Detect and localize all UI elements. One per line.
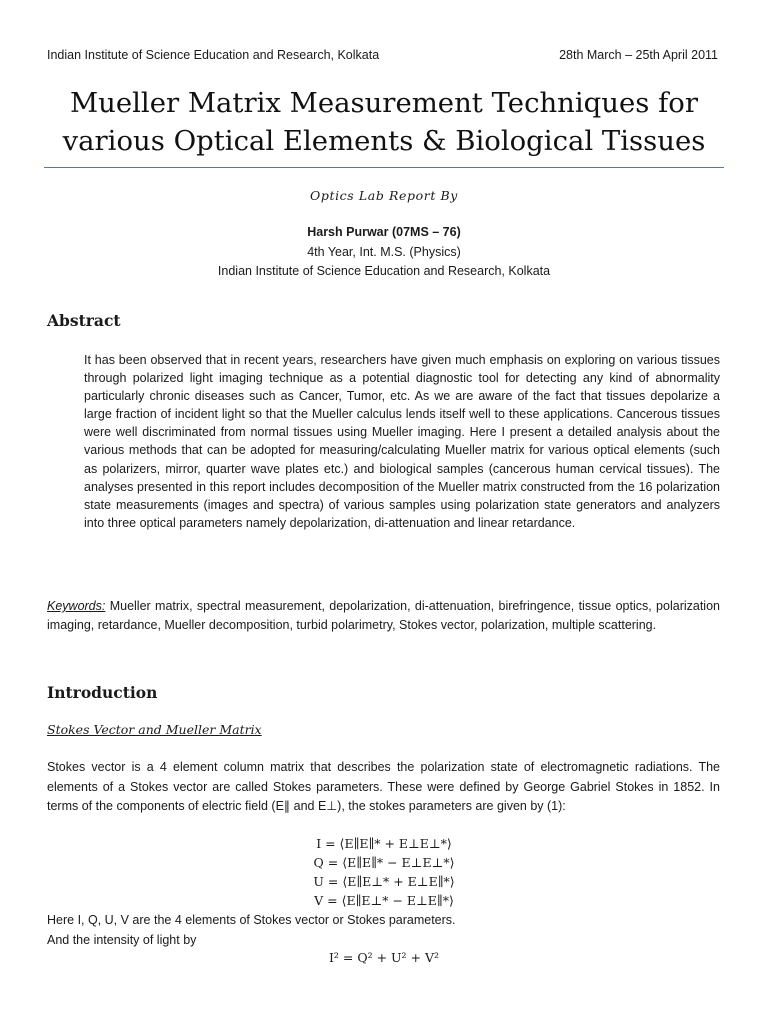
stokes-subheading: Stokes Vector and Mueller Matrix bbox=[47, 722, 262, 737]
stokes-elements-text: Here I, Q, U, V are the 4 elements of Stokes vector or Stokes parameters. bbox=[47, 913, 456, 927]
report-subtitle: Optics Lab Report By bbox=[310, 188, 458, 203]
author-block bbox=[0, 223, 768, 282]
equation-v: V = ⟨E∥E⊥* − E⊥E∥*⟩ bbox=[314, 893, 454, 908]
abstract-heading: Abstract bbox=[47, 311, 121, 330]
abstract-body: It has been observed that in recent years, researchers have given much emphasis on exploring on various tissues through polarized light imaging technique as a potential diagnostic tool for detecting any kind of abnormality particularly chronic diseases such as Cancer, Tumor, etc. As we are aware of the fact that tissues depolarize a large fraction of incident light so that the Mueller calculus lends itself well to these applications. Cancerous tissues were well discriminated from normal tissues using Mueller imaging. Here I present a detailed analysis about the various methods that can be adopted for measuring/calculating Mueller matrix for various optical elements (such as polarizers, mirror, quarter wave plates etc.) and biological samples (cancerous human cervical tissues). The analyses presented in this report includes decomposition of the Mueller matrix constructed from the 16 polarization state measurements (images and spectra) of various samples using polarization state generators and analyzers into three optical parameters namely depolarization, di-attenuation and linear retardance. bbox=[84, 353, 720, 530]
introduction-heading: Introduction bbox=[47, 683, 158, 702]
intensity-equation: I² = Q² + U² + V² bbox=[328, 950, 440, 965]
paper-title bbox=[40, 84, 728, 160]
title-line-2: various Optical Elements & Biological Tissues bbox=[62, 125, 706, 157]
equation-q: Q = ⟨E∥E∥* − E⊥E⊥*⟩ bbox=[313, 855, 455, 870]
keywords-paragraph bbox=[47, 597, 720, 634]
title-divider bbox=[44, 167, 724, 168]
header-dates: 28th March – 25th April 2011 bbox=[559, 48, 718, 62]
author-program: 4th Year, Int. M.S. (Physics) bbox=[307, 244, 461, 259]
intensity-intro-text: And the intensity of light by bbox=[47, 933, 197, 947]
equation-u: U = ⟨E∥E⊥* + E⊥E∥*⟩ bbox=[313, 874, 455, 889]
title-line-1: Mueller Matrix Measurement Techniques for bbox=[69, 87, 699, 119]
header-institute: Indian Institute of Science Education and Research, Kolkata bbox=[47, 48, 380, 62]
equation-i: I = ⟨E∥E∥* + E⊥E⊥*⟩ bbox=[316, 836, 452, 851]
keywords-text: Mueller matrix, spectral measurement, depolarization, di-attenuation, birefringence, tissue optics, polarization imaging, retardance, Mueller decomposition, turbid polarimetry, Stokes vector, polarization, multiple scattering. bbox=[47, 599, 720, 632]
running-header bbox=[47, 48, 718, 62]
author-affiliation: Indian Institute of Science Education and Research, Kolkata bbox=[217, 264, 551, 278]
author-name: Harsh Purwar (07MS – 76) bbox=[307, 225, 461, 239]
intro-paragraph: Stokes vector is a 4 element column matrix that describes the polarization state of electromagnetic radiations. The elements of a Stokes vector are called Stokes parameters. These were defined by George Gabriel Stokes in 1852. In terms of the components of electric field (E∥ and E⊥), the stokes parameters are given by (1): bbox=[47, 760, 720, 813]
keywords-label: Keywords: bbox=[47, 599, 106, 613]
